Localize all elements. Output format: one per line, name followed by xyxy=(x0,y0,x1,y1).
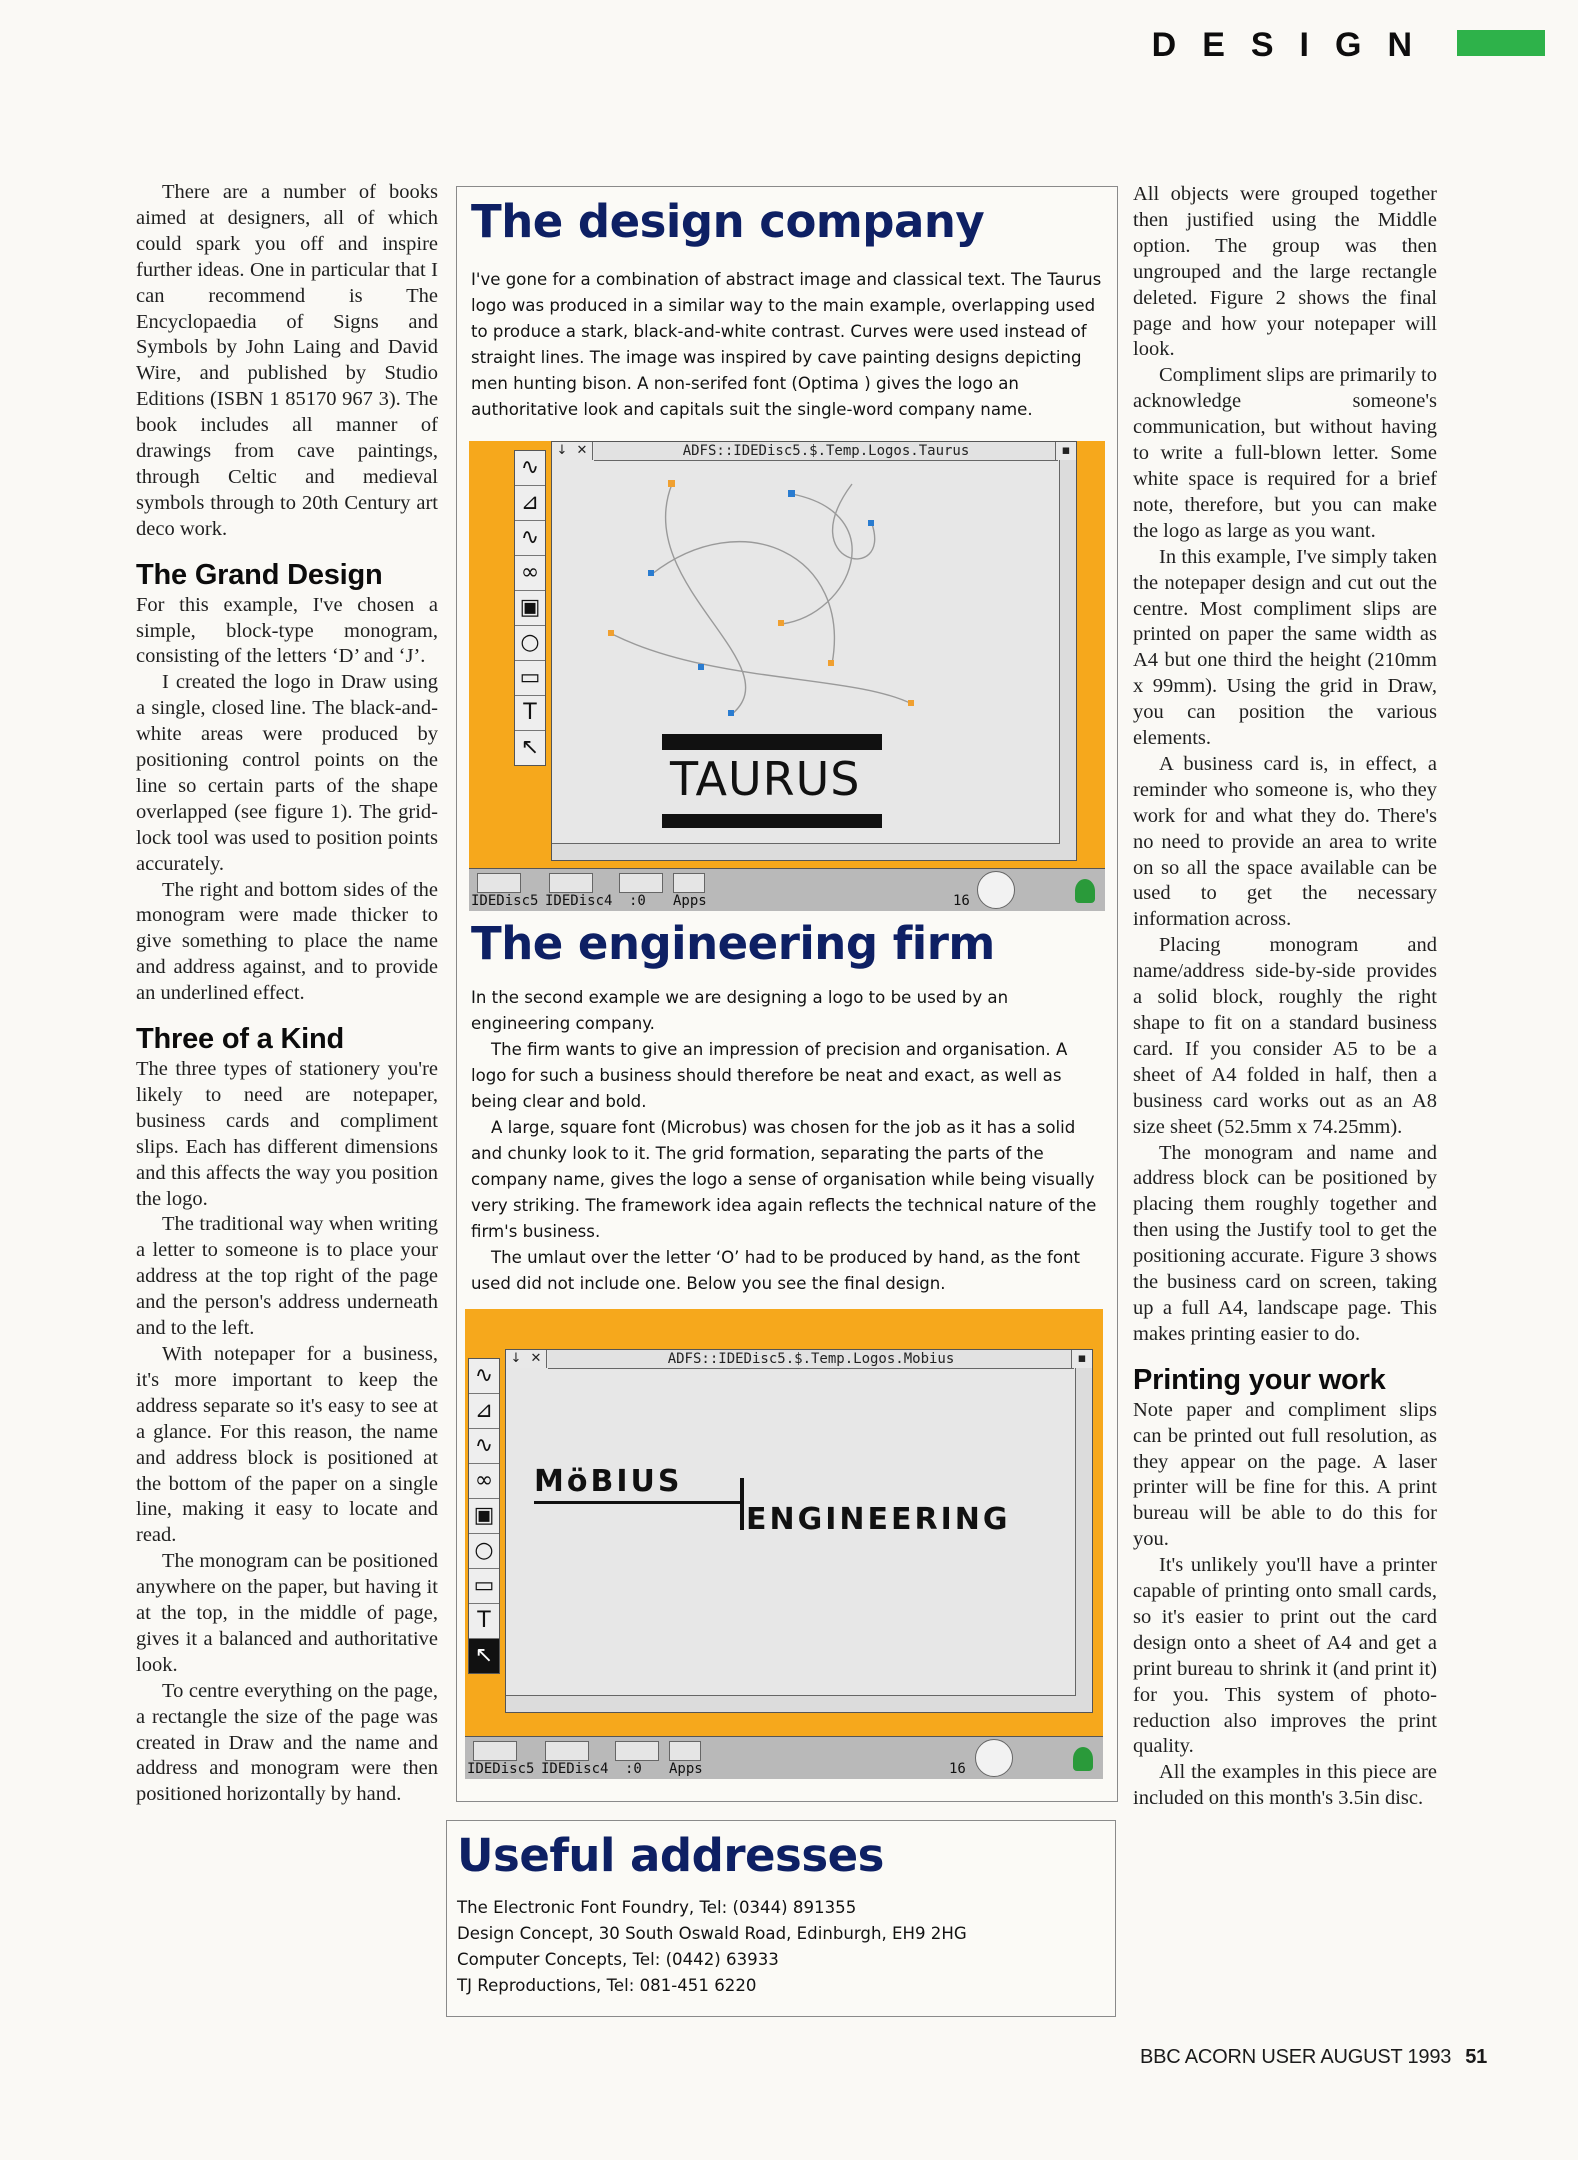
box-tool-icon[interactable]: ▭ xyxy=(515,661,545,696)
section-header: DESIGN xyxy=(1151,26,1438,64)
magazine-issue: BBC ACORN USER AUGUST 1993 xyxy=(1140,2046,1452,2068)
design-text xyxy=(471,267,1103,423)
paragraph: Compliment slips are primarily to acknowledge someone's communication, but without having to write a full-blown letter. Some white space is required for a brief note, therefore, but you can make the logo as large as you want. xyxy=(1133,364,1437,542)
vertical-scrollbar[interactable] xyxy=(1059,460,1076,860)
paragraph: The three types of stationery you're likely to need are notepaper, business cards and compliment slips. Each has different dimensions and this affects the way you position the logo. xyxy=(136,1058,438,1210)
paragraph: All the examples in this piece are included on this month's 3.5in disc. xyxy=(1133,1761,1437,1810)
taurus-bar-top xyxy=(662,734,882,750)
toggle-size-icon[interactable]: ▪ xyxy=(1055,442,1076,460)
shape-tool-icon[interactable]: ∞ xyxy=(515,556,545,591)
taurus-bar-bottom xyxy=(662,814,882,828)
paragraph: It's unlikely you'll have a printer capable of printing onto small cards, so it's easier to print out the card design onto a sheet of A4 and get a print bureau to shrink it (and print it) for you. This system of photo-reduction also improves the print quality. xyxy=(1133,1554,1437,1758)
paragraph: A large, square font (Microbus) was chosen for the job as it has a solid and chunky look to it. The grid formation, separating the parts of the company name, gives the logo a sense of organisation while being visually very striking. The framework idea again reflects the technical nature of the firm's business. xyxy=(471,1118,1097,1241)
heading-three-of-a-kind: Three of a Kind xyxy=(136,1023,345,1056)
icon-bar xyxy=(469,868,1105,911)
text-tool-icon[interactable]: T xyxy=(515,696,545,731)
paragraph: Note paper and compliment slips can be printed out full resolution, as they appear on the page. A laser printer will be fine for this. A print bureau will be able to do this for you. xyxy=(1133,1398,1437,1551)
select-tool-icon[interactable]: ↖ xyxy=(520,735,540,760)
line-tool-icon[interactable]: ⊿ xyxy=(515,486,545,521)
box-title-design: The design company xyxy=(471,195,985,248)
box-title-engineering: The engineering firm xyxy=(471,917,995,970)
paragraph: In this example, I've simply taken the notepaper design and cut out the centre. Most compliment slips are printed on paper the same width as A4 but one third the height (210mm x 99mm). Using the grid in Draw, you can position the various elements. xyxy=(1133,545,1437,750)
paragraph: With notepaper for a business, it's more important to keep the address separate so it's easy to see at a glance. For this reason, the name and address block is positioned at the bottom of the paper on a single line, making it easy to locate and read. xyxy=(136,1342,438,1547)
paragraph: A business card is, in effect, a reminder who someone is, who they work for and what they do. There's no need to provide an area to write on so all the space available can be used to get the necessary information across. xyxy=(1133,752,1437,931)
window-title[interactable]: ADFS::IDEDisc5.$.Temp.Logos.Taurus xyxy=(594,442,1058,461)
ellipse-tool-icon[interactable]: ○ xyxy=(469,1534,499,1569)
curve-tool-icon[interactable]: ∿ xyxy=(515,451,545,486)
heading-grand-design: The Grand Design xyxy=(136,558,383,591)
disc-drive-icon[interactable] xyxy=(545,1741,589,1761)
close-icon[interactable]: ✕ xyxy=(526,1350,547,1368)
ellipse-tool-icon[interactable]: ○ xyxy=(515,626,545,661)
paragraph: For this example, I've chosen a simple, block-type monogram, consisting of the letters ‘D’ and ‘J’. xyxy=(136,593,438,668)
paragraph: I created the logo in Draw using a single, closed line. The black-and-white areas were produced by positioning control points on the line so certain parts of the shape overlapped (see figure 1). The grid-lock tool was used to position points accurately. xyxy=(136,671,438,875)
apps-icon[interactable] xyxy=(673,873,705,893)
paragraph: The traditional way when writing a letter to someone is to place your address at the top right of the page and the person's address underneath and to the left. xyxy=(136,1213,438,1340)
mobius-divider-vertical xyxy=(740,1478,744,1530)
page-number: 51 xyxy=(1465,2046,1488,2068)
mobius-logo-line1: MöBIUS xyxy=(534,1464,683,1499)
paragraph: To centre everything on the page, a rectangle the size of the page was created in Draw and the name and address and monogram were then positioned horizontally by hand. xyxy=(136,1679,438,1806)
taurus-curves-drawing xyxy=(592,464,932,724)
intro-paragraph: There are a number of books aimed at designers, all of which could spark you off and inspire further ideas. One in particular that I can recommend is The Encyclopaedia of Signs and Symbols by John Laing and David Wire, and published by Studio Editions (ISBN 1 85170 967 3). The book includes all manner of drawings from cave paintings, through Celtic and medieval symbols through to 20th Century art deco work. xyxy=(136,181,438,540)
address-line: Design Concept, 30 South Oswald Road, Edinburgh, EH9 2HG xyxy=(457,1924,967,1943)
disc-drive-icon[interactable] xyxy=(549,873,593,893)
engineering-text xyxy=(471,985,1103,1297)
clock-icon[interactable] xyxy=(977,871,1015,909)
taurus-logo-text: TAURUS xyxy=(670,752,861,806)
select-tool-icon[interactable]: ↖ xyxy=(469,1639,499,1673)
draw-toolbox xyxy=(514,450,546,766)
disc-drive-icon[interactable] xyxy=(477,873,521,893)
toggle-size-icon[interactable]: ▪ xyxy=(1071,1350,1092,1368)
icon-bar xyxy=(465,1736,1103,1779)
screenshot-taurus xyxy=(469,441,1105,911)
paragraph: Placing monogram and name/address side-by-side provides a solid block, roughly the right shape to fit on a standard business card. If you consider A5 to be a sheet of A4 folded in half, then a business card works out as an A8 size sheet (52.5mm x 74.25mm). xyxy=(1133,934,1437,1138)
paragraph: The firm wants to give an impression of precision and organisation. A logo for such a business should therefore be neat and exact, as well as being clear and bold. xyxy=(471,1040,1068,1111)
address-list xyxy=(457,1895,1097,1999)
section-accent-bar xyxy=(1457,30,1545,56)
vertical-scrollbar[interactable] xyxy=(1075,1368,1092,1712)
heading-printing: Printing your work xyxy=(1133,1363,1386,1396)
page-footer xyxy=(1140,2046,1487,2069)
address-line: TJ Reproductions, Tel: 081-451 6220 xyxy=(457,1976,757,1995)
address-line: The Electronic Font Foundry, Tel: (0344) 891355 xyxy=(457,1898,857,1917)
addresses-box xyxy=(446,1820,1116,2017)
ram-label: :0 xyxy=(625,1761,642,1777)
curve-tool-icon[interactable]: ∿ xyxy=(469,1359,499,1394)
disc1-label: IDEDisc5 xyxy=(471,893,539,909)
paragraph: The umlaut over the letter ‘O’ had to be produced by hand, as the font used did not include one. Below you see the final design. xyxy=(471,1248,1081,1293)
back-icon[interactable]: ↓ xyxy=(506,1350,527,1368)
ram-label: :0 xyxy=(629,893,646,909)
apps-label: Apps xyxy=(669,1761,703,1777)
box-title-addresses: Useful addresses xyxy=(457,1829,884,1882)
right-column xyxy=(1133,182,1437,1812)
mobius-divider-horizontal xyxy=(534,1501,744,1504)
closed-curve-tool-icon[interactable]: ∿ xyxy=(469,1429,499,1464)
clock-icon[interactable] xyxy=(975,1739,1013,1777)
palette-number: 16 xyxy=(953,893,970,909)
draw-window xyxy=(473,1349,1093,1713)
paragraph: The right and bottom sides of the monogram were made thicker to give something to place the name and address against, and to provide an underlined effect. xyxy=(136,878,438,1005)
sidebar-box-examples xyxy=(456,186,1118,1802)
apps-icon[interactable] xyxy=(669,1741,701,1761)
acorn-icon[interactable] xyxy=(1075,879,1095,903)
address-line: Computer Concepts, Tel: (0442) 63933 xyxy=(457,1950,779,1969)
paragraph: All objects were grouped together then justified using the Middle option. The group was then ungrouped and the large rectangle deleted. Figure 2 shows the final page and how your notepaper will look. xyxy=(1133,183,1437,361)
disc-drive-icon[interactable] xyxy=(473,1741,517,1761)
rectangle-tool-icon[interactable]: ▣ xyxy=(515,591,545,626)
paragraph: The monogram and name and address block can be positioned by placing them roughly together and then using the Justify tool to get the positioning accurate. Figure 3 shows the business card on screen, taking up a full A4, landscape page. This makes printing easier to do. xyxy=(1133,1141,1437,1345)
shape-tool-icon[interactable]: ∞ xyxy=(469,1464,499,1499)
horizontal-scrollbar[interactable] xyxy=(552,843,1060,860)
paragraph: I've gone for a combination of abstract image and classical text. The Taurus logo was produced in a similar way to the main example, overlapping used to produce a stark, black-and-white contrast. Curves were used instead of straight lines. The image was inspired by cave painting designs depicting men hunting bison. A non-serifed font (Optima ) gives the logo an authoritative look and capitals suit the single-word company name. xyxy=(471,270,1102,419)
horizontal-scrollbar[interactable] xyxy=(506,1695,1076,1712)
screenshot-mobius xyxy=(465,1309,1103,1779)
paragraph: In the second example we are designing a logo to be used by an engineering company. xyxy=(471,988,1009,1033)
ram-disc-icon[interactable] xyxy=(615,1741,659,1761)
acorn-icon[interactable] xyxy=(1073,1747,1093,1771)
mobius-logo-line2: ENGINEERING xyxy=(746,1502,1011,1537)
disc2-label: IDEDisc4 xyxy=(545,893,613,909)
left-column xyxy=(136,180,438,1808)
rectangle-tool-icon[interactable]: ▣ xyxy=(469,1499,499,1534)
text-tool-icon[interactable]: T xyxy=(469,1604,499,1639)
draw-toolbox xyxy=(468,1358,500,1674)
palette-number: 16 xyxy=(949,1761,966,1777)
draw-window xyxy=(519,441,1077,861)
paragraph: The monogram can be positioned anywhere on the paper, but having it at the top, in the middle of page, gives it a balanced and authoritative look. xyxy=(136,1550,438,1676)
apps-label: Apps xyxy=(673,893,707,909)
line-tool-icon[interactable]: ⊿ xyxy=(469,1394,499,1429)
disc1-label: IDEDisc5 xyxy=(467,1761,535,1777)
ram-disc-icon[interactable] xyxy=(619,873,663,893)
close-icon[interactable]: ✕ xyxy=(572,442,593,460)
back-icon[interactable]: ↓ xyxy=(552,442,573,460)
box-tool-icon[interactable]: ▭ xyxy=(469,1569,499,1604)
disc2-label: IDEDisc4 xyxy=(541,1761,609,1777)
closed-curve-tool-icon[interactable]: ∿ xyxy=(515,521,545,556)
window-title[interactable]: ADFS::IDEDisc5.$.Temp.Logos.Mobius xyxy=(548,1350,1074,1369)
